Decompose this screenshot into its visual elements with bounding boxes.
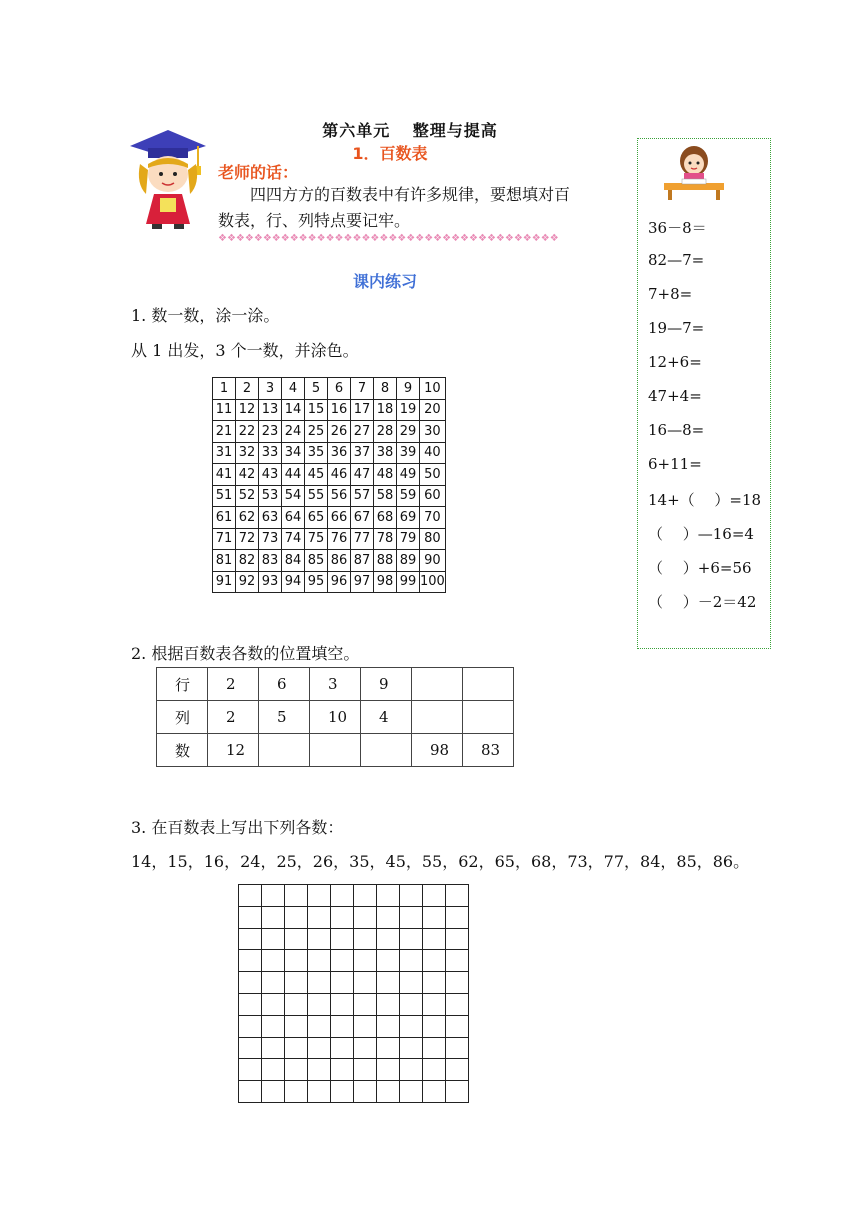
blank-grid-cell[interactable] xyxy=(354,1081,377,1103)
blank-grid-cell[interactable] xyxy=(446,1037,469,1059)
blank-grid-cell[interactable] xyxy=(331,1059,354,1081)
blank-grid-cell[interactable] xyxy=(400,993,423,1015)
hundred-chart-cell: 83 xyxy=(259,550,282,572)
hundred-chart-cell: 45 xyxy=(305,464,328,486)
hundred-chart-cell: 89 xyxy=(397,550,420,572)
blank-grid-cell[interactable] xyxy=(400,1015,423,1037)
blank-grid-cell[interactable] xyxy=(331,928,354,950)
blank-grid-cell[interactable] xyxy=(308,993,331,1015)
blank-grid-cell[interactable] xyxy=(262,993,285,1015)
blank-grid-cell[interactable] xyxy=(262,1037,285,1059)
hundred-chart-cell: 44 xyxy=(282,464,305,486)
teacher-words-label: 老师的话： xyxy=(218,163,299,182)
hundred-chart-cell: 72 xyxy=(236,528,259,550)
mental-math-item: 47+4= xyxy=(648,387,702,405)
hundred-chart-cell: 51 xyxy=(213,485,236,507)
blank-grid-cell[interactable] xyxy=(423,1081,446,1103)
q1-instruction: 从 1 出发，3 个一数，并涂色。 xyxy=(131,341,359,360)
blank-grid-cell[interactable] xyxy=(423,906,446,928)
mental-math-item: 82—7= xyxy=(648,251,705,269)
hundred-chart-cell: 2 xyxy=(236,378,259,400)
blank-grid-cell[interactable] xyxy=(239,1015,262,1037)
position-table-cell: 4 xyxy=(361,701,412,734)
hundred-chart-cell: 8 xyxy=(374,378,397,400)
student-desk-picture xyxy=(658,143,730,201)
hundred-chart-cell: 21 xyxy=(213,421,236,443)
hundred-chart-cell: 7 xyxy=(351,378,374,400)
blank-grid-cell[interactable] xyxy=(354,1015,377,1037)
blank-grid-cell[interactable] xyxy=(377,928,400,950)
blank-grid-row xyxy=(239,1081,469,1103)
hundred-chart-cell: 22 xyxy=(236,421,259,443)
blank-grid-cell[interactable] xyxy=(331,1037,354,1059)
hundred-chart-cell: 94 xyxy=(282,571,305,593)
blank-grid-cell[interactable] xyxy=(239,1081,262,1103)
position-table-cell: 2 xyxy=(208,701,259,734)
blank-grid-cell[interactable] xyxy=(331,885,354,907)
blank-grid-cell[interactable] xyxy=(446,928,469,950)
hundred-chart-cell: 84 xyxy=(282,550,305,572)
hundred-chart-row xyxy=(213,399,446,421)
blank-grid-cell[interactable] xyxy=(239,885,262,907)
hundred-chart-cell: 11 xyxy=(213,399,236,421)
position-table-row xyxy=(157,668,514,701)
blank-grid-cell[interactable] xyxy=(377,972,400,994)
blank-grid-cell[interactable] xyxy=(262,885,285,907)
blank-grid-cell[interactable] xyxy=(354,972,377,994)
position-table-cell: 83 xyxy=(463,734,514,767)
blank-grid-cell[interactable] xyxy=(308,885,331,907)
mental-math-sidebar xyxy=(637,138,771,649)
blank-hundred-grid xyxy=(238,884,469,1103)
blank-grid-cell[interactable] xyxy=(423,928,446,950)
blank-grid-cell[interactable] xyxy=(262,906,285,928)
blank-grid-cell[interactable] xyxy=(308,906,331,928)
hundred-chart-cell: 75 xyxy=(305,528,328,550)
blank-grid-cell[interactable] xyxy=(446,1081,469,1103)
hundred-chart-cell: 27 xyxy=(351,421,374,443)
blank-grid-cell[interactable] xyxy=(262,1015,285,1037)
blank-grid-cell[interactable] xyxy=(354,993,377,1015)
blank-grid-cell[interactable] xyxy=(377,1037,400,1059)
blank-grid-cell[interactable] xyxy=(400,1059,423,1081)
hundred-chart-cell: 87 xyxy=(351,550,374,572)
hundred-chart-cell: 57 xyxy=(351,485,374,507)
blank-grid-cell[interactable] xyxy=(262,950,285,972)
hundred-chart-cell: 66 xyxy=(328,507,351,529)
hundred-chart-cell: 70 xyxy=(420,507,446,529)
blank-grid-cell[interactable] xyxy=(377,906,400,928)
hundred-chart-cell: 88 xyxy=(374,550,397,572)
hundred-chart-cell: 17 xyxy=(351,399,374,421)
blank-grid-cell[interactable] xyxy=(308,1059,331,1081)
blank-grid-cell[interactable] xyxy=(239,993,262,1015)
blank-grid-cell[interactable] xyxy=(400,972,423,994)
blank-grid-cell[interactable] xyxy=(354,1037,377,1059)
hundred-chart-cell: 81 xyxy=(213,550,236,572)
blank-grid-cell[interactable] xyxy=(423,1015,446,1037)
hundred-chart-cell: 37 xyxy=(351,442,374,464)
hundred-chart-row xyxy=(213,528,446,550)
unit-title-text: 整理与提高 xyxy=(412,121,498,140)
hundred-chart-cell: 25 xyxy=(305,421,328,443)
position-table-cell: 98 xyxy=(412,734,463,767)
blank-grid-cell[interactable] xyxy=(400,885,423,907)
section-title: 课内练习 xyxy=(352,272,417,291)
hundred-chart-cell: 43 xyxy=(259,464,282,486)
hundred-chart-cell: 73 xyxy=(259,528,282,550)
position-table-cell[interactable] xyxy=(463,701,514,734)
position-table-cell: 5 xyxy=(259,701,310,734)
hundred-chart-cell: 97 xyxy=(351,571,374,593)
blank-grid-cell[interactable] xyxy=(262,1081,285,1103)
teacher-words-line1: 四四方方的百数表中有许多规律，要想填对百 xyxy=(250,185,571,204)
blank-grid-cell[interactable] xyxy=(423,1037,446,1059)
hundred-chart-cell: 47 xyxy=(351,464,374,486)
decorative-divider: ❖❖❖❖❖❖❖❖❖❖❖❖❖❖❖❖❖❖❖❖❖❖❖❖❖❖❖❖❖❖❖❖❖❖❖❖❖❖ xyxy=(218,233,559,244)
hundred-chart-cell: 99 xyxy=(397,571,420,593)
blank-grid-row xyxy=(239,1037,469,1059)
blank-grid-cell[interactable] xyxy=(285,928,308,950)
position-table xyxy=(156,667,514,767)
position-table-cell: 12 xyxy=(208,734,259,767)
hundred-chart-cell: 9 xyxy=(397,378,420,400)
blank-grid-cell[interactable] xyxy=(446,885,469,907)
hundred-chart-cell: 26 xyxy=(328,421,351,443)
mental-math-item: 12+6= xyxy=(648,353,702,371)
position-table-cell[interactable] xyxy=(463,668,514,701)
hundred-chart-cell: 30 xyxy=(420,421,446,443)
blank-grid-cell[interactable] xyxy=(239,950,262,972)
hundred-chart-cell: 33 xyxy=(259,442,282,464)
position-table-row xyxy=(157,734,514,767)
blank-grid-cell[interactable] xyxy=(331,906,354,928)
hundred-chart-row xyxy=(213,464,446,486)
mental-math-item: （ ）—16=4 xyxy=(648,525,754,543)
hundred-chart-row xyxy=(213,507,446,529)
blank-grid-cell[interactable] xyxy=(262,972,285,994)
blank-grid-cell[interactable] xyxy=(354,885,377,907)
hundred-chart-row xyxy=(213,421,446,443)
hundred-chart-cell: 29 xyxy=(397,421,420,443)
hundred-chart-cell: 60 xyxy=(420,485,446,507)
hundred-chart-cell: 90 xyxy=(420,550,446,572)
blank-grid-row xyxy=(239,885,469,907)
hundred-chart-cell: 85 xyxy=(305,550,328,572)
hundred-chart-row xyxy=(213,378,446,400)
blank-grid-cell[interactable] xyxy=(446,906,469,928)
hundred-chart-cell: 77 xyxy=(351,528,374,550)
blank-grid-cell[interactable] xyxy=(285,1015,308,1037)
hundred-chart-cell: 19 xyxy=(397,399,420,421)
blank-grid-cell[interactable] xyxy=(285,1037,308,1059)
hundred-chart-cell: 95 xyxy=(305,571,328,593)
blank-grid-cell[interactable] xyxy=(446,1015,469,1037)
position-table-cell[interactable] xyxy=(361,734,412,767)
q1-title: 1. 数一数，涂一涂。 xyxy=(131,306,280,325)
hundred-chart-cell: 80 xyxy=(420,528,446,550)
blank-grid-cell[interactable] xyxy=(308,928,331,950)
blank-grid-cell[interactable] xyxy=(262,1059,285,1081)
hundred-chart-cell: 49 xyxy=(397,464,420,486)
blank-grid-cell[interactable] xyxy=(239,928,262,950)
hundred-chart-cell: 35 xyxy=(305,442,328,464)
hundred-chart-cell: 71 xyxy=(213,528,236,550)
blank-grid-cell[interactable] xyxy=(285,1081,308,1103)
hundred-chart-cell: 1 xyxy=(213,378,236,400)
hundred-chart xyxy=(212,377,446,593)
hundred-chart-cell: 53 xyxy=(259,485,282,507)
blank-grid-cell[interactable] xyxy=(331,972,354,994)
blank-grid-cell[interactable] xyxy=(239,972,262,994)
blank-grid-cell[interactable] xyxy=(354,1059,377,1081)
blank-grid-cell[interactable] xyxy=(262,928,285,950)
blank-grid-cell[interactable] xyxy=(308,1015,331,1037)
blank-grid-cell[interactable] xyxy=(377,885,400,907)
blank-grid-cell[interactable] xyxy=(354,950,377,972)
blank-grid-cell[interactable] xyxy=(423,993,446,1015)
hundred-chart-cell: 38 xyxy=(374,442,397,464)
blank-grid-cell[interactable] xyxy=(285,993,308,1015)
hundred-chart-cell: 63 xyxy=(259,507,282,529)
blank-grid-cell[interactable] xyxy=(285,1059,308,1081)
blank-grid-cell[interactable] xyxy=(400,928,423,950)
blank-grid-row xyxy=(239,906,469,928)
hundred-chart-cell: 48 xyxy=(374,464,397,486)
mental-math-item: 7+8= xyxy=(648,285,693,303)
hundred-chart-cell: 39 xyxy=(397,442,420,464)
blank-grid-cell[interactable] xyxy=(446,950,469,972)
hundred-chart-cell: 23 xyxy=(259,421,282,443)
blank-grid-cell[interactable] xyxy=(331,950,354,972)
blank-grid-row xyxy=(239,928,469,950)
position-table-cell: 3 xyxy=(310,668,361,701)
mental-math-item: 6+11= xyxy=(648,455,702,473)
hundred-chart-cell: 93 xyxy=(259,571,282,593)
blank-grid-row xyxy=(239,972,469,994)
blank-grid-cell[interactable] xyxy=(308,950,331,972)
blank-grid-cell[interactable] xyxy=(285,885,308,907)
hundred-chart-row xyxy=(213,442,446,464)
hundred-chart-cell: 6 xyxy=(328,378,351,400)
blank-grid-cell[interactable] xyxy=(308,972,331,994)
position-table-header: 列 xyxy=(157,701,208,734)
mental-math-item: 36－8＝ xyxy=(648,219,707,237)
hundred-chart-cell: 15 xyxy=(305,399,328,421)
blank-grid-cell[interactable] xyxy=(423,950,446,972)
blank-grid-cell[interactable] xyxy=(446,1059,469,1081)
hundred-chart-cell: 14 xyxy=(282,399,305,421)
unit-label: 第六单元 xyxy=(322,121,391,140)
hundred-chart-cell: 55 xyxy=(305,485,328,507)
hundred-chart-cell: 74 xyxy=(282,528,305,550)
blank-grid-cell[interactable] xyxy=(331,1081,354,1103)
blank-grid-cell[interactable] xyxy=(423,885,446,907)
hundred-chart-cell: 28 xyxy=(374,421,397,443)
hundred-chart-cell: 67 xyxy=(351,507,374,529)
hundred-chart-cell: 42 xyxy=(236,464,259,486)
position-table-header: 行 xyxy=(157,668,208,701)
blank-grid-row xyxy=(239,1015,469,1037)
hundred-chart-row xyxy=(213,550,446,572)
hundred-chart-row xyxy=(213,571,446,593)
hundred-chart-cell: 68 xyxy=(374,507,397,529)
position-table-cell: 9 xyxy=(361,668,412,701)
mental-math-item: （ ）－2＝42 xyxy=(648,593,757,611)
q2-title: 2. 根据百数表各数的位置填空。 xyxy=(131,644,360,663)
hundred-chart-cell: 3 xyxy=(259,378,282,400)
position-table-cell[interactable] xyxy=(310,734,361,767)
hundred-chart-cell: 24 xyxy=(282,421,305,443)
hundred-chart-cell: 65 xyxy=(305,507,328,529)
blank-grid-cell[interactable] xyxy=(400,950,423,972)
position-table-cell: 6 xyxy=(259,668,310,701)
position-table-cell[interactable] xyxy=(412,701,463,734)
hundred-chart-cell: 86 xyxy=(328,550,351,572)
blank-grid-cell[interactable] xyxy=(377,1059,400,1081)
hundred-chart-cell: 32 xyxy=(236,442,259,464)
hundred-chart-cell: 64 xyxy=(282,507,305,529)
q3-numbers: 14，15，16，24，25，26，35，45，55，62，65，68，73，77，84，85，86。 xyxy=(131,852,750,871)
hundred-chart-cell: 98 xyxy=(374,571,397,593)
blank-grid-cell[interactable] xyxy=(354,906,377,928)
hundred-chart-row xyxy=(213,485,446,507)
hundred-chart-cell: 20 xyxy=(420,399,446,421)
position-table-row xyxy=(157,701,514,734)
hundred-chart-cell: 34 xyxy=(282,442,305,464)
blank-grid-cell[interactable] xyxy=(400,906,423,928)
blank-grid-row xyxy=(239,993,469,1015)
mental-math-item: 19—7= xyxy=(648,319,705,337)
blank-grid-row xyxy=(239,1059,469,1081)
position-table-cell[interactable] xyxy=(412,668,463,701)
position-table-cell: 10 xyxy=(310,701,361,734)
blank-grid-cell[interactable] xyxy=(285,906,308,928)
hundred-chart-cell: 100 xyxy=(420,571,446,593)
hundred-chart-cell: 78 xyxy=(374,528,397,550)
hundred-chart-cell: 54 xyxy=(282,485,305,507)
hundred-chart-cell: 91 xyxy=(213,571,236,593)
hundred-chart-cell: 18 xyxy=(374,399,397,421)
position-table-cell[interactable] xyxy=(259,734,310,767)
hundred-chart-cell: 96 xyxy=(328,571,351,593)
hundred-chart-cell: 58 xyxy=(374,485,397,507)
blank-grid-cell[interactable] xyxy=(331,993,354,1015)
blank-grid-cell[interactable] xyxy=(377,950,400,972)
hundred-chart-cell: 62 xyxy=(236,507,259,529)
blank-grid-cell[interactable] xyxy=(377,1015,400,1037)
hundred-chart-cell: 13 xyxy=(259,399,282,421)
hundred-chart-cell: 69 xyxy=(397,507,420,529)
mental-math-item: 14+（ ）=18 xyxy=(648,491,762,509)
mental-math-item: （ ）+6=56 xyxy=(648,559,752,577)
blank-grid-cell[interactable] xyxy=(331,1015,354,1037)
hundred-chart-cell: 50 xyxy=(420,464,446,486)
hundred-chart-cell: 31 xyxy=(213,442,236,464)
blank-grid-cell[interactable] xyxy=(354,928,377,950)
blank-grid-cell[interactable] xyxy=(239,906,262,928)
lesson-title: 1．百数表 xyxy=(352,144,428,163)
blank-grid-row xyxy=(239,950,469,972)
hundred-chart-cell: 36 xyxy=(328,442,351,464)
blank-grid-cell[interactable] xyxy=(308,1081,331,1103)
blank-grid-cell[interactable] xyxy=(446,972,469,994)
position-table-header: 数 xyxy=(157,734,208,767)
blank-grid-cell[interactable] xyxy=(400,1081,423,1103)
blank-grid-cell[interactable] xyxy=(446,993,469,1015)
teacher-words-line2: 数表，行、列特点要记牢。 xyxy=(218,211,411,230)
q3-title: 3. 在百数表上写出下列各数： xyxy=(131,818,344,837)
blank-grid-cell[interactable] xyxy=(308,1037,331,1059)
hundred-chart-cell: 61 xyxy=(213,507,236,529)
blank-grid-cell[interactable] xyxy=(239,1037,262,1059)
teacher-words xyxy=(218,182,618,234)
hundred-chart-cell: 52 xyxy=(236,485,259,507)
hundred-chart-cell: 56 xyxy=(328,485,351,507)
hundred-chart-cell: 79 xyxy=(397,528,420,550)
hundred-chart-cell: 92 xyxy=(236,571,259,593)
hundred-chart-cell: 40 xyxy=(420,442,446,464)
hundred-chart-cell: 5 xyxy=(305,378,328,400)
blank-grid-cell[interactable] xyxy=(285,972,308,994)
hundred-chart-cell: 76 xyxy=(328,528,351,550)
hundred-chart-cell: 16 xyxy=(328,399,351,421)
blank-grid-cell[interactable] xyxy=(377,1081,400,1103)
hundred-chart-cell: 10 xyxy=(420,378,446,400)
blank-grid-cell[interactable] xyxy=(423,972,446,994)
blank-grid-cell[interactable] xyxy=(377,993,400,1015)
blank-grid-cell[interactable] xyxy=(423,1059,446,1081)
hundred-chart-cell: 82 xyxy=(236,550,259,572)
blank-grid-cell[interactable] xyxy=(400,1037,423,1059)
hundred-chart-cell: 46 xyxy=(328,464,351,486)
position-table-cell: 2 xyxy=(208,668,259,701)
hundred-chart-cell: 4 xyxy=(282,378,305,400)
hundred-chart-cell: 59 xyxy=(397,485,420,507)
hundred-chart-cell: 41 xyxy=(213,464,236,486)
blank-grid-cell[interactable] xyxy=(285,950,308,972)
blank-grid-cell[interactable] xyxy=(239,1059,262,1081)
mental-math-item: 16—8= xyxy=(648,421,705,439)
hundred-chart-cell: 12 xyxy=(236,399,259,421)
